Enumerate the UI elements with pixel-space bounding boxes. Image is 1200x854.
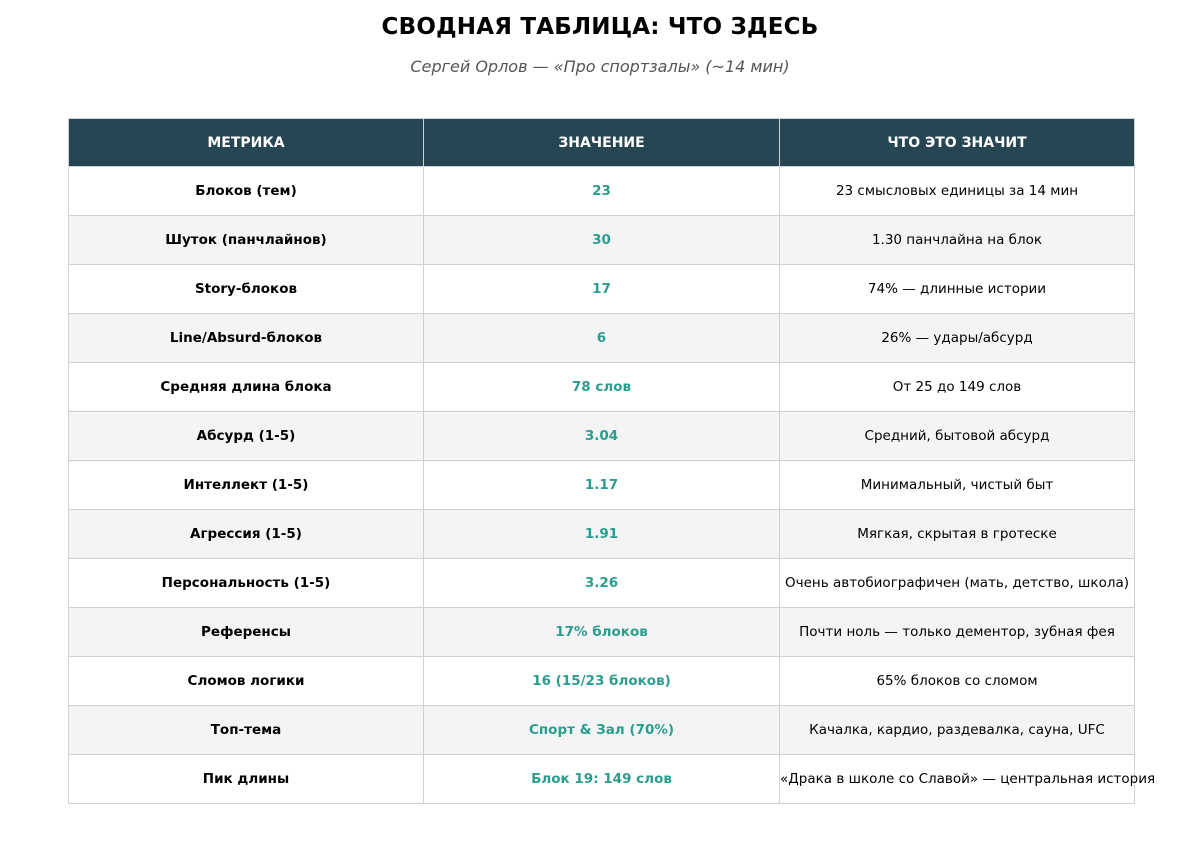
table-row: [69, 265, 1135, 314]
cell-meaning: 65% блоков со сломом: [780, 657, 1135, 706]
table-row: [69, 706, 1135, 755]
cell-metric: Шуток (панчлайнов): [69, 216, 424, 265]
cell-metric: Блоков (тем): [69, 167, 424, 216]
cell-value: 1.17: [424, 461, 780, 510]
cell-value: 30: [424, 216, 780, 265]
cell-value: 1.91: [424, 510, 780, 559]
cell-value: Блок 19: 149 слов: [424, 755, 780, 804]
cell-metric: Абсурд (1-5): [69, 412, 424, 461]
cell-meaning: Средний, бытовой абсурд: [780, 412, 1135, 461]
cell-meaning: Качалка, кардио, раздевалка, сауна, UFC: [780, 706, 1135, 755]
table-row: [69, 412, 1135, 461]
cell-value: 17: [424, 265, 780, 314]
cell-metric: Сломов логики: [69, 657, 424, 706]
cell-metric: Персональность (1-5): [69, 559, 424, 608]
table-row: [69, 167, 1135, 216]
cell-value: 17% блоков: [424, 608, 780, 657]
table-row: [69, 559, 1135, 608]
cell-metric: Топ-тема: [69, 706, 424, 755]
cell-meaning: От 25 до 149 слов: [780, 363, 1135, 412]
table-row: [69, 363, 1135, 412]
cell-value: 78 слов: [424, 363, 780, 412]
cell-meaning: 74% — длинные истории: [780, 265, 1135, 314]
page-title: СВОДНАЯ ТАБЛИЦА: ЧТО ЗДЕСЬ: [381, 14, 819, 40]
cell-metric: Средняя длина блока: [69, 363, 424, 412]
table-header-row: [69, 119, 1135, 167]
table-row: [69, 216, 1135, 265]
cell-meaning: Минимальный, чистый быт: [780, 461, 1135, 510]
cell-value: Спорт & Зал (70%): [424, 706, 780, 755]
page-subtitle: Сергей Орлов — «Про спортзалы» (~14 мин): [410, 57, 790, 76]
table-row: [69, 657, 1135, 706]
column-header-metric: МЕТРИКА: [69, 119, 424, 167]
cell-meaning: 1.30 панчлайна на блок: [780, 216, 1135, 265]
table-row: [69, 755, 1135, 804]
cell-meaning: «Драка в школе со Славой» — центральная история: [780, 755, 1135, 804]
table-row: [69, 510, 1135, 559]
cell-meaning: 23 смысловых единицы за 14 мин: [780, 167, 1135, 216]
cell-meaning: Мягкая, скрытая в гротеске: [780, 510, 1135, 559]
summary-table: [68, 118, 1156, 804]
table-row: [69, 608, 1135, 657]
column-header-value: ЗНАЧЕНИЕ: [424, 119, 780, 167]
table-body: [69, 167, 1156, 804]
cell-value: 16 (15/23 блоков): [424, 657, 780, 706]
cell-value: 3.26: [424, 559, 780, 608]
cell-metric: Референсы: [69, 608, 424, 657]
cell-value: 3.04: [424, 412, 780, 461]
cell-metric: Story-блоков: [69, 265, 424, 314]
cell-meaning: Почти ноль — только дементор, зубная фея: [780, 608, 1135, 657]
cell-metric: Пик длины: [69, 755, 424, 804]
table-row: [69, 461, 1135, 510]
table-row: [69, 314, 1135, 363]
cell-value: 6: [424, 314, 780, 363]
cell-metric: Line/Absurd-блоков: [69, 314, 424, 363]
cell-metric: Интеллект (1-5): [69, 461, 424, 510]
cell-value: 23: [424, 167, 780, 216]
column-header-meaning: ЧТО ЭТО ЗНАЧИТ: [780, 119, 1135, 167]
cell-meaning: 26% — удары/абсурд: [780, 314, 1135, 363]
cell-metric: Агрессия (1-5): [69, 510, 424, 559]
cell-meaning: Очень автобиографичен (мать, детство, школа): [780, 559, 1135, 608]
